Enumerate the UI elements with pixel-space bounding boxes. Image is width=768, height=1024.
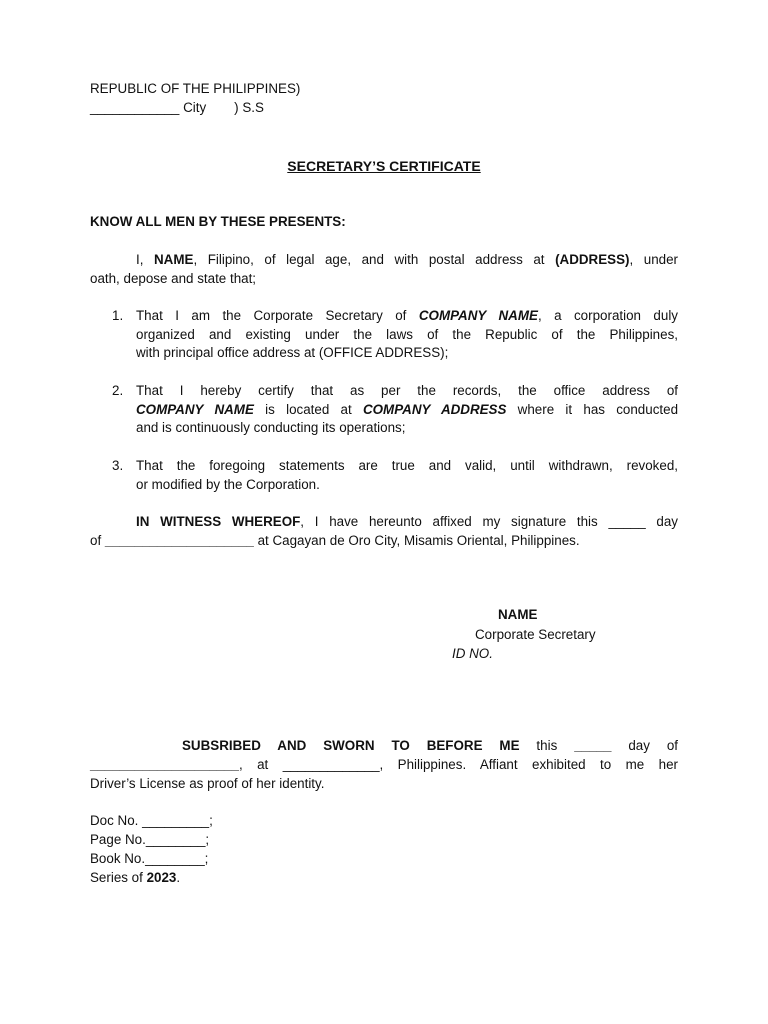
witness-line-2: of ____________________ at Cagayan de Oro City, Misamis Oriental, Philippines. xyxy=(90,533,580,548)
witness-line-1: IN WITNESS WHEREOF, I have hereunto affixed my signature this _____ day xyxy=(136,514,679,529)
list-item: That I hereby certify that as per the records, the office address of COMPANY NAME is located at COMPANY ADDRESS where it has conducted and is continuously conducting its operations; xyxy=(136,383,679,435)
page-number: Page No.________; xyxy=(90,832,210,847)
item-number: 3. xyxy=(112,458,124,473)
jurat-line-3: Driver’s License as proof of her identity. xyxy=(90,776,325,791)
document-title: SECRETARY’S CERTIFICATE xyxy=(287,158,481,174)
intro-line-2: oath, depose and state that; xyxy=(90,271,257,286)
intro-line-1: I, NAME, Filipino, of legal age, and with postal address at (ADDRESS), under xyxy=(136,252,678,267)
jurat-line-2: ____________________, at _____________, Philippines. Affiant exhibited to me her xyxy=(90,757,678,772)
doc-number: Doc No. _________; xyxy=(90,813,213,828)
signatory-position: Corporate Secretary xyxy=(475,627,596,642)
book-number: Book No.________; xyxy=(90,851,209,866)
series-year: Series of 2023. xyxy=(90,870,181,885)
know-all-men-heading: KNOW ALL MEN BY THESE PRESENTS: xyxy=(90,214,346,229)
signatory-id: ID NO. xyxy=(452,646,493,661)
list-item: That the foregoing statements are true and valid, until withdrawn, revoked, or modified by the Corporation. xyxy=(136,458,678,492)
item-number: 1. xyxy=(112,308,124,323)
jurat-line-1: SUBSRIBED AND SWORN TO BEFORE ME this _____ day of xyxy=(182,738,679,753)
item-number: 2. xyxy=(112,383,124,398)
venue-city: ____________ City ) S.S xyxy=(90,100,264,115)
list-item: That I am the Corporate Secretary of COMPANY NAME, a corporation duly organized and existing under the laws of the Republic of the Philippines, with principal office address at (OFFICE ADDRESS); xyxy=(136,308,678,360)
signatory-name: NAME xyxy=(498,607,538,622)
venue-republic: REPUBLIC OF THE PHILIPPINES) xyxy=(90,81,301,96)
